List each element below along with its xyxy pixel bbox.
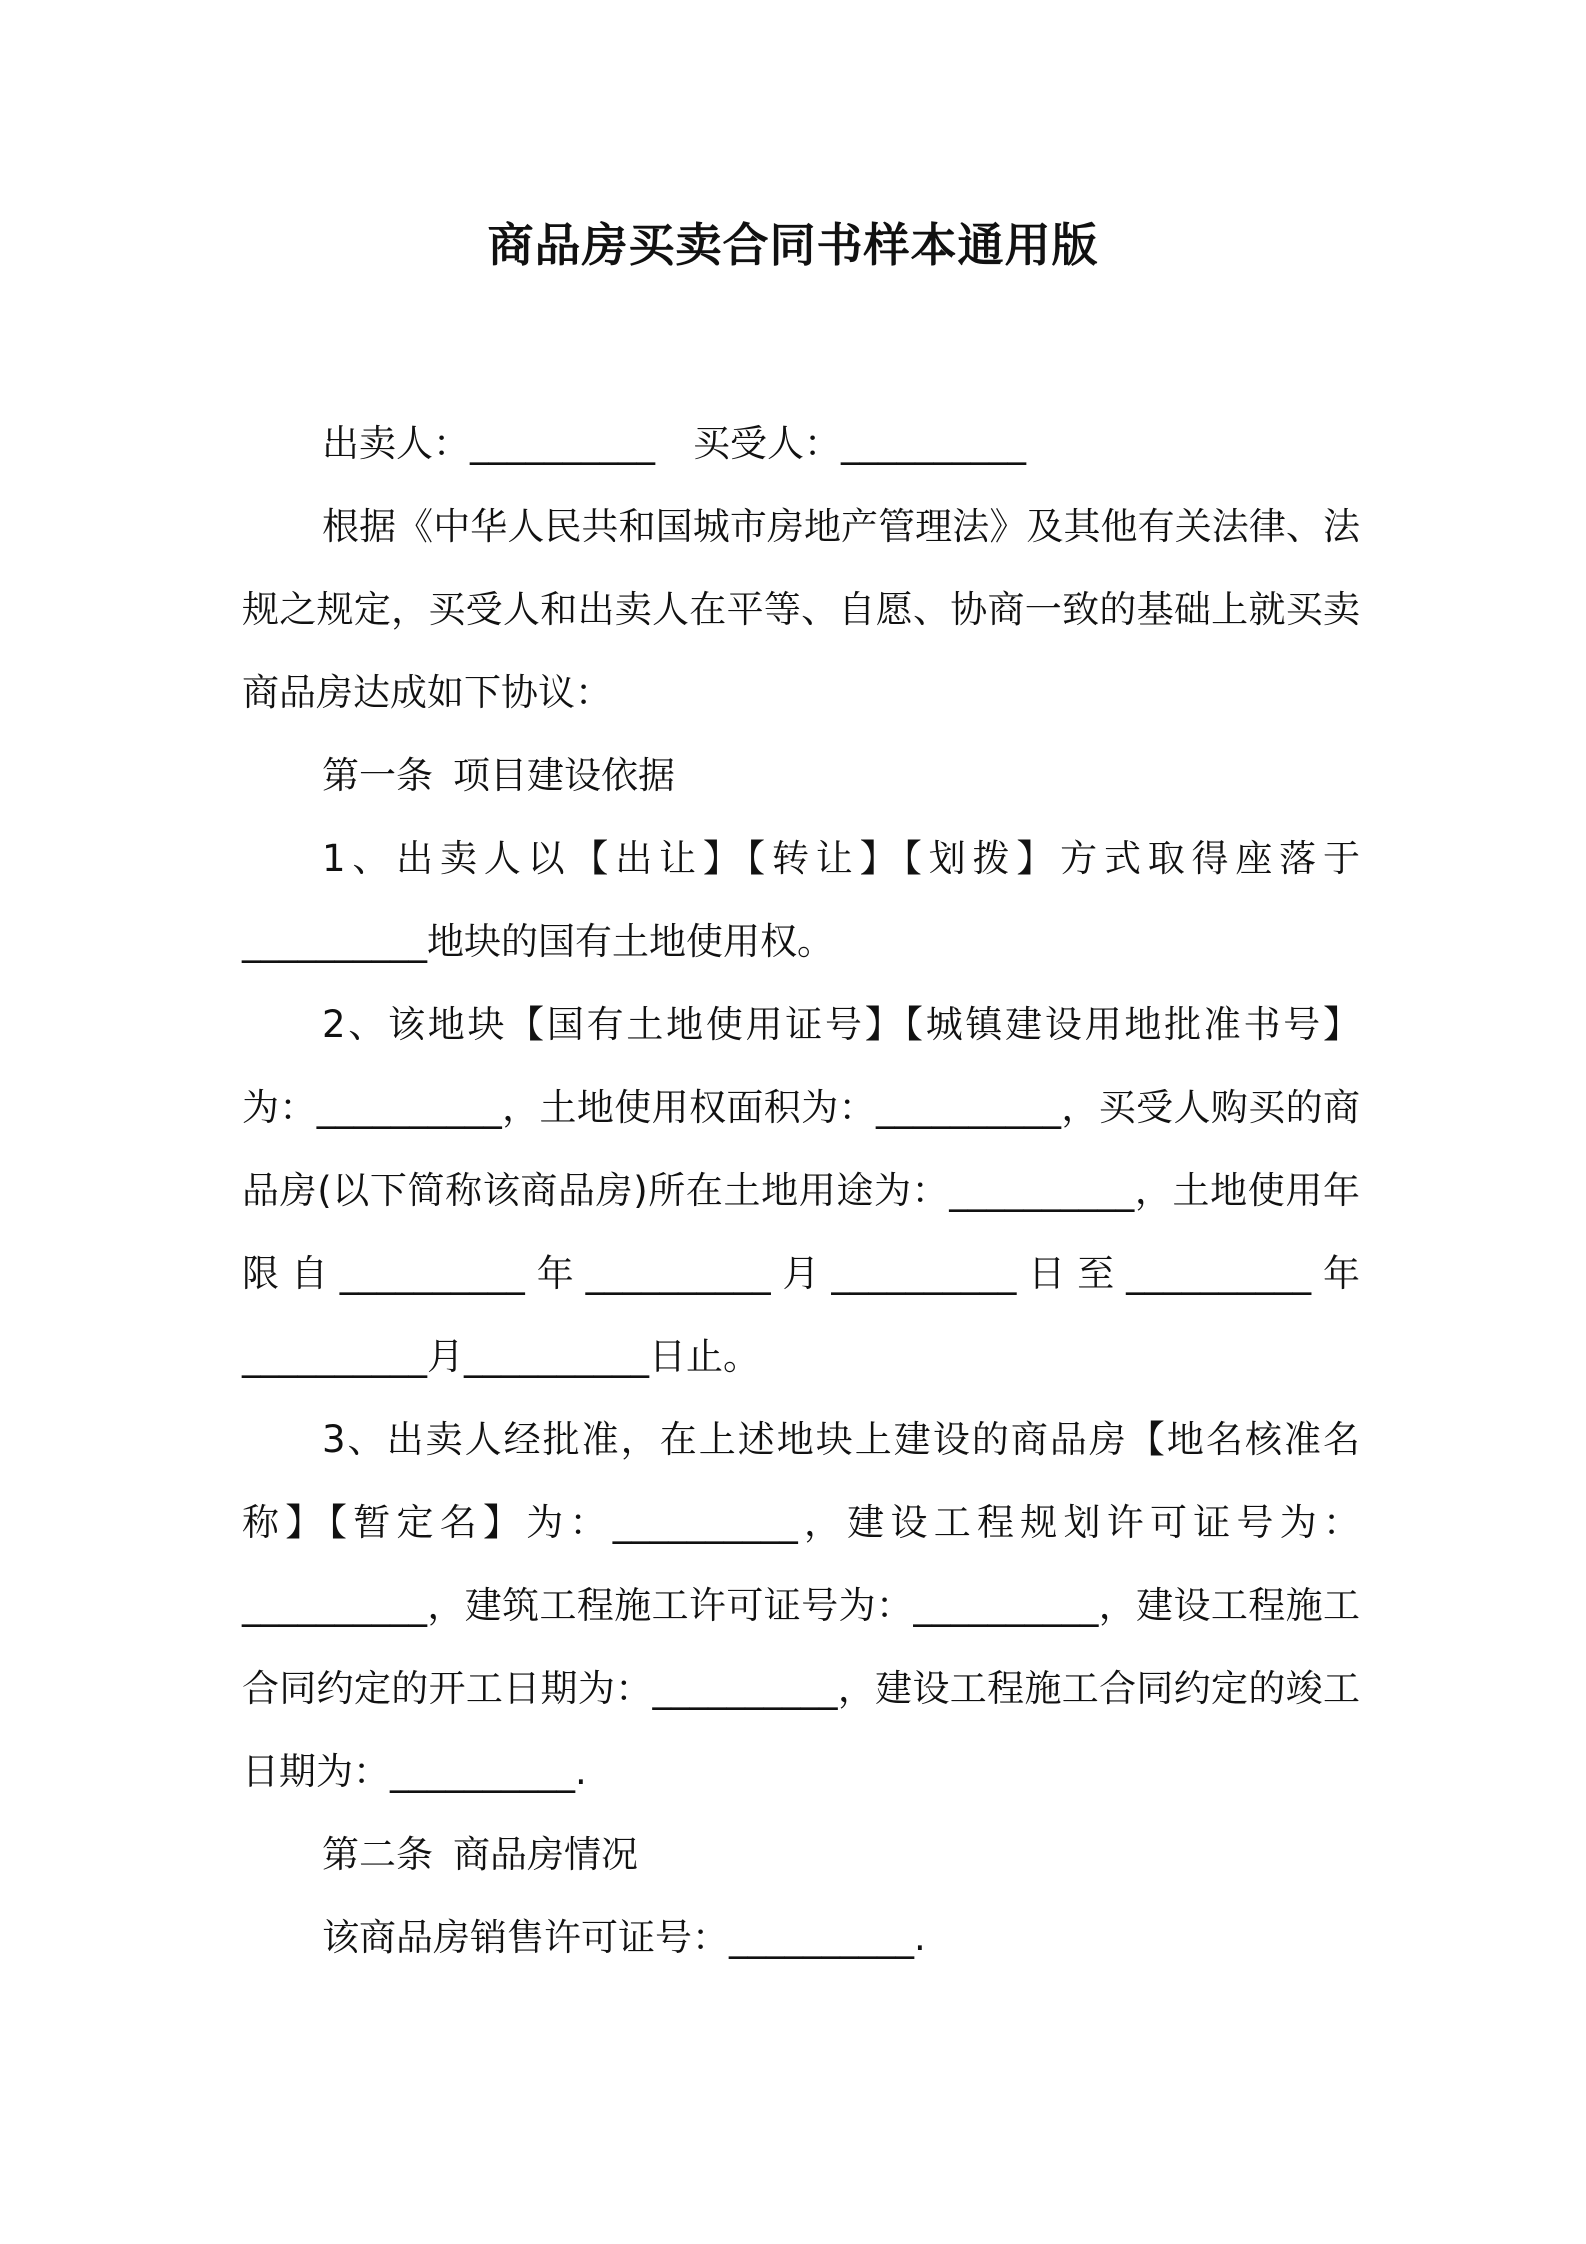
seller-label: 出卖人：: [322, 422, 470, 465]
article-1-title: 项目建设依据: [453, 754, 675, 797]
article-2-heading: [242, 1813, 1360, 1896]
seller-blank: __________: [470, 422, 655, 465]
document-title: 商品房买卖合同书样本通用版: [487, 218, 1099, 272]
article-1-item-2: 2、该地块【国有土地使用证号】【城镇建设用地批准书号】为：__________，土地使用权面积为：__________，买受人购买的商品房(以下简称该商品房)所在土地用途为：__________，土地使用年限自__________年__________月__________日至__________年__________月__________日止。: [242, 1003, 1360, 1378]
buyer-blank: __________: [841, 422, 1026, 465]
document-body: [242, 402, 1360, 1979]
article-1-number: 第一条: [322, 754, 433, 797]
article-1-heading: [242, 734, 1360, 817]
preamble-paragraph: 根据《中华人民共和国城市房地产管理法》及其他有关法律、法规之规定，买受人和出卖人在平等、自愿、协商一致的基础上就买卖商品房达成如下协议：: [242, 505, 1360, 714]
sales-permit-line: 该商品房销售许可证号：__________.: [322, 1916, 926, 1959]
article-1-item-1: 1、出卖人以【出让】【转让】【划拨】方式取得座落于__________地块的国有土地使用权。: [242, 837, 1360, 963]
article-2-number: 第二条: [322, 1833, 433, 1876]
parties-line: [242, 402, 1360, 485]
article-2-title: 商品房情况: [453, 1833, 638, 1876]
buyer-label: 买受人：: [693, 422, 841, 465]
article-1-item-3: 3、出卖人经批准，在上述地块上建设的商品房【地名核准名称】【暂定名】为：__________，建设工程规划许可证号为：__________，建筑工程施工许可证号为：__________，建设工程施工合同约定的开工日期为：__________，建设工程施工合同约定的竣工日期为：__________.: [242, 1418, 1360, 1793]
